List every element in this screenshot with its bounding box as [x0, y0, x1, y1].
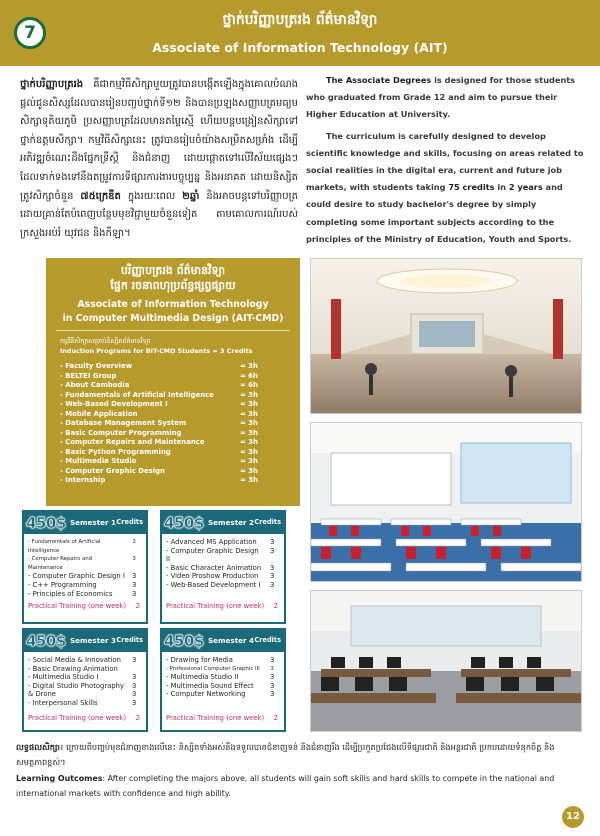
- credits-column-header: Credits: [254, 518, 281, 526]
- program-title-khmer-1: បរិញ្ញាបត្ររង ព័ត៌មានវិទ្យា: [120, 264, 226, 277]
- induction-item: [60, 381, 290, 391]
- intro-english-lead: The Associate Degrees: [326, 75, 432, 85]
- semester-header: [24, 512, 146, 534]
- course-credits: 3: [269, 563, 275, 572]
- course-row: [166, 564, 280, 573]
- intro-khmer-lead: ថ្នាក់បរិញ្ញាបត្ររង: [20, 79, 84, 90]
- induction-item-name: - Computer Repairs and Maintenance: [60, 438, 205, 446]
- learning-outcomes-english: [16, 771, 576, 801]
- induction-item: [60, 476, 290, 486]
- course-row: [166, 682, 280, 691]
- practical-training-credits: 2: [273, 714, 278, 722]
- course-name: - Digital Studio Photography & Drone: [28, 681, 124, 699]
- course-credits: 3: [269, 572, 275, 581]
- intro-english-p1-body: is designed for those students who graduated from Grade 12 and aim to pursue their Higher Education at University.: [306, 75, 576, 120]
- course-name: - Multimedia Studio II: [166, 673, 239, 682]
- semester-title: Semester 3: [70, 636, 117, 645]
- intro-english: [306, 72, 584, 252]
- practical-training-row: [166, 714, 278, 722]
- practical-training-label: Practical Training (one week): [166, 714, 265, 722]
- intro-english-p2-a: The curriculum is carefully designed to develop scientific knowledge and skills, focusing on areas related to social realities in the digital era, current and future job markets, with students taking: [306, 130, 584, 193]
- computer-lab-photo: [310, 590, 582, 732]
- course-row: [28, 682, 142, 699]
- induction-item: [60, 400, 290, 410]
- semester-course-list: [24, 534, 146, 598]
- course-credits: 3: [269, 673, 275, 682]
- course-name: - Principles of Economics: [28, 589, 113, 598]
- course-name: - Basic Character Animation: [166, 563, 262, 572]
- course-row: [166, 572, 280, 581]
- course-name: - Social Media & Innovation: [28, 656, 121, 664]
- semester-1-card: [22, 510, 148, 624]
- course-row: [166, 547, 280, 564]
- induction-item-name: - BELTEI Group: [60, 371, 117, 380]
- program-title-khmer-2: ផ្នែក រចនាពហុប្រព័ន្ធផ្សព្វផ្សាយ: [110, 279, 236, 292]
- induction-item-hours: = 3h: [240, 400, 258, 408]
- induction-item: [60, 438, 290, 448]
- course-name: - Computer Graphic Design I: [28, 572, 125, 581]
- induction-item-hours: = 3h: [240, 447, 258, 456]
- course-name: - C++ Programming: [28, 580, 97, 589]
- page-header: [0, 0, 600, 66]
- induction-item-hours: = 3h: [240, 476, 258, 484]
- course-row: [28, 699, 142, 708]
- induction-item-name: - Internship: [60, 476, 106, 484]
- program-title-english-1: Associate of Information Technology: [77, 299, 269, 310]
- header-title-english: Associate of Information Technology (AIT): [152, 40, 448, 55]
- intro-english-p2-c: and could desire to study bachelor's degree by simply completing some important subjects according to the principles of the Ministry of Education, Youth and Sports.: [306, 182, 572, 244]
- induction-item-hours: = 3h: [240, 466, 258, 475]
- induction-item: [60, 457, 290, 467]
- course-credits: 3: [270, 665, 274, 672]
- practical-training-row: [166, 602, 278, 610]
- induction-item-hours: = 3h: [240, 457, 258, 465]
- practical-training-label: Practical Training (one week): [28, 602, 127, 610]
- intro-english-years: 2 years: [508, 182, 543, 193]
- course-credits: 3: [132, 539, 136, 545]
- intro-khmer-body: គឺជាកម្មវិធីសិក្សាមួយត្រូវបានបង្កើតឡើងក្នុងគោលបំណងផ្ដល់ជូនសិស្សដែលបានរៀនបញ្ចប់ថ្នាក់ទី១២ និងបានប្រឡងសញ្ញាបត្រមធ្យមសិក្សាទុតិយភូមិ ប្រសញ្ញាបត្រដែលមានតម្លៃស្មើ ហើយបន្តបង្រៀនសិក្សាទៅថ្នាក់ឧត្ដមសិក្សា។ កម្មវិធីសិក្សានេះ ត្រូវបានរៀបចំយ៉ាងសម្រិតសម្រាំង ដើម្បីអភិវឌ្ឍចំណេះដឹងផ្នែកទ្រឹស្ដី និងជំនាញ ដោយផ្ដោតទៅលើវិស័យផ្សេងៗ ដែលទាក់ទងទៅនឹងតម្រូវការទីផ្សារការងារបច្ចុប្បន្ន និងអនាគត ដោយនិស្សិតត្រូវសិក្សាចំនួន: [20, 79, 298, 202]
- course-name: - Computer Networking: [166, 690, 246, 699]
- course-name: - Professional Computer Graphic III: [166, 665, 260, 672]
- induction-item-name: - Database Management System: [60, 419, 187, 427]
- semester-course-list: [24, 652, 146, 708]
- course-row: [166, 538, 280, 547]
- course-name: - Computer Graphic Design II: [166, 546, 259, 564]
- course-row: [166, 656, 280, 665]
- course-row: [28, 572, 142, 581]
- intro-khmer-mid: ក្នុងរយៈពេល: [120, 190, 183, 202]
- course-credits: 3: [269, 538, 275, 546]
- course-row: [166, 581, 280, 590]
- course-credits: 3: [132, 556, 136, 563]
- learning-outcomes-khmer: [16, 740, 576, 770]
- course-credits: 3: [269, 690, 275, 699]
- classroom-photo: [310, 422, 582, 582]
- induction-item-name: - Basic Computer Programming: [60, 428, 182, 437]
- course-credits: 3: [131, 656, 137, 664]
- semester-title: Semester 4: [208, 636, 255, 645]
- induction-title-khmer: កម្មវិធីសិក្សាសម្រាប់និស្សិតព័ត៌មានវិទ្យា: [60, 337, 151, 345]
- program-divider: [56, 330, 290, 331]
- program-title-english-2: in Computer Multimedia Design (AIT-CMD): [62, 313, 284, 324]
- semester-price: 450$: [26, 514, 66, 532]
- course-credits: 3: [131, 589, 137, 598]
- induction-item: [60, 448, 290, 458]
- course-credits: 3: [269, 546, 275, 555]
- intro-english-p2-b: in: [494, 182, 509, 193]
- practical-training-credits: 2: [135, 714, 140, 722]
- course-row: [166, 673, 280, 682]
- course-credits: 3: [131, 572, 137, 581]
- induction-title-english: Induction Programs for BIT-CMD Students = 3 Credits: [60, 347, 253, 355]
- induction-list: [60, 362, 290, 486]
- outcome-english-body: : After completing the majors above, all students will gain soft skills and hard skills to compete in the national and international markets with confidence and high ability.: [16, 774, 555, 798]
- course-name: - Drawing for Media: [166, 656, 233, 664]
- course-credits: 3: [131, 673, 137, 682]
- intro-english-credits: 75 credits: [448, 182, 495, 193]
- course-name: - Fundamentals of Artificial Intelligence: [28, 539, 101, 554]
- course-row: [28, 673, 142, 682]
- induction-item-hours: = 6h: [240, 381, 258, 389]
- course-row: [28, 590, 142, 599]
- semester-course-list: [162, 534, 284, 590]
- induction-item-name: - Web-Based Development I: [60, 400, 168, 408]
- course-name: - Basic Drawing Animation: [28, 664, 118, 673]
- course-credits: 3: [269, 681, 275, 690]
- induction-item-hours: = 3h: [240, 428, 258, 437]
- section-number-badge: 7: [14, 17, 46, 49]
- induction-item: [60, 419, 290, 429]
- course-row: [166, 690, 280, 699]
- intro-english-p1: [306, 72, 584, 124]
- practical-training-label: Practical Training (one week): [166, 602, 265, 610]
- course-row: [166, 665, 280, 674]
- course-row: [28, 538, 142, 555]
- course-credits: [126, 665, 142, 674]
- semester-price: 450$: [164, 632, 204, 650]
- induction-item: [60, 362, 290, 372]
- semester-title: Semester 2: [208, 518, 255, 527]
- intro-khmer-paragraph: [20, 76, 298, 243]
- course-name: - Advanced MS Application: [166, 538, 257, 546]
- induction-item-hours: = 3h: [240, 390, 258, 399]
- course-name: - Interpersonal Skills: [28, 698, 98, 707]
- semester-header: [24, 630, 146, 652]
- course-name: - Computer Repairs and Maintenance: [28, 556, 93, 571]
- practical-training-label: Practical Training (one week): [28, 714, 127, 722]
- course-name: - Video Proshow Production: [166, 572, 259, 581]
- outcome-khmer-body: ៖ ក្រោយពីបញ្ចប់មុខជំនាញខាងលើនេះ និស្សិតទាំងអស់នឹងទទួលបានជំនាញទន់ និងជំនាញរឹង ដើម្បីប្រកួតប្រជែងលើទីផ្សារជាតិ និងអន្តរជាតិ ប្រកបដោយទំនុកចិត្ត និងសមត្ថភាពខ្ពស់។: [16, 742, 555, 767]
- course-credits: 3: [131, 698, 137, 707]
- induction-item: [60, 372, 290, 382]
- induction-item: [60, 391, 290, 401]
- credits-column-header: Credits: [116, 636, 143, 644]
- practical-training-credits: 2: [135, 602, 140, 610]
- semester-3-card: [22, 628, 148, 732]
- course-name: - Web-Based Development I: [166, 580, 261, 589]
- outcome-english-lead: Learning Outcomes: [16, 774, 103, 783]
- intro-khmer-credits: ៧៥ក្រេឌីត: [80, 190, 121, 202]
- course-credits: 3 3: [131, 681, 137, 699]
- practical-training-row: [28, 714, 140, 722]
- induction-item-name: - Faculty Overview: [60, 362, 133, 370]
- course-row: [28, 665, 142, 674]
- induction-item-name: - Fundamentals of Artificial Intelligence: [60, 390, 214, 399]
- course-row: [28, 581, 142, 590]
- program-overview-box: [46, 258, 300, 506]
- induction-item-name: - Computer Graphic Design: [60, 466, 165, 475]
- induction-item-name: - Basic Python Programming: [60, 447, 171, 456]
- induction-item: [60, 429, 290, 439]
- course-name: - Multimedia Sound Effect: [166, 681, 254, 690]
- induction-item-hours: = 6h: [240, 371, 258, 380]
- credits-column-header: Credits: [254, 636, 281, 644]
- practical-training-row: [28, 602, 140, 610]
- induction-item-name: - About Cambodia: [60, 381, 130, 389]
- lobby-photo: [310, 258, 582, 414]
- induction-item-name: - Multimedia Studio: [60, 457, 137, 465]
- course-credits: 3: [131, 580, 137, 589]
- intro-khmer-tail: និងអាចបន្តទៅបរិញ្ញាបត្រ ដោយគ្រាន់តែបំពេញបន្ថែមមុខវិជ្ជាមួយចំនួនទៀត តាមគោលការណ៍របស់ក្រសួងអប់រំ យុវជន និងកីឡា។: [20, 190, 298, 239]
- induction-item-name: - Mobile Application: [60, 409, 138, 418]
- semester-title: Semester 1: [70, 518, 117, 527]
- course-name: - Multimedia Studio I: [28, 673, 99, 682]
- practical-training-credits: 2: [273, 602, 278, 610]
- semester-header: [162, 512, 284, 534]
- course-row: [28, 555, 142, 572]
- course-row: [28, 656, 142, 665]
- induction-item: [60, 467, 290, 477]
- induction-item-hours: = 3h: [240, 438, 258, 446]
- page-number: 12: [562, 806, 584, 828]
- induction-item: [60, 410, 290, 420]
- intro-english-p2: [306, 128, 584, 248]
- induction-item-hours: = 3h: [240, 419, 258, 427]
- semester-course-list: [162, 652, 284, 699]
- course-credits: 3: [269, 580, 275, 589]
- credits-column-header: Credits: [116, 518, 143, 526]
- intro-khmer-years: ២ឆ្នាំ: [182, 190, 200, 202]
- induction-item-hours: = 3h: [240, 409, 258, 418]
- semester-4-card: [160, 628, 286, 732]
- semester-price: 450$: [164, 514, 204, 532]
- outcome-khmer-lead: លទ្ធផលសិក្សា: [16, 742, 60, 752]
- course-credits: 3: [269, 656, 275, 664]
- induction-item-hours: = 3h: [240, 362, 258, 370]
- semester-2-card: [160, 510, 286, 624]
- semester-price: 450$: [26, 632, 66, 650]
- semester-header: [162, 630, 284, 652]
- header-title-khmer: ថ្នាក់បរិញ្ញាបត្ររង ព័ត៌មានវិទ្យា: [222, 12, 378, 28]
